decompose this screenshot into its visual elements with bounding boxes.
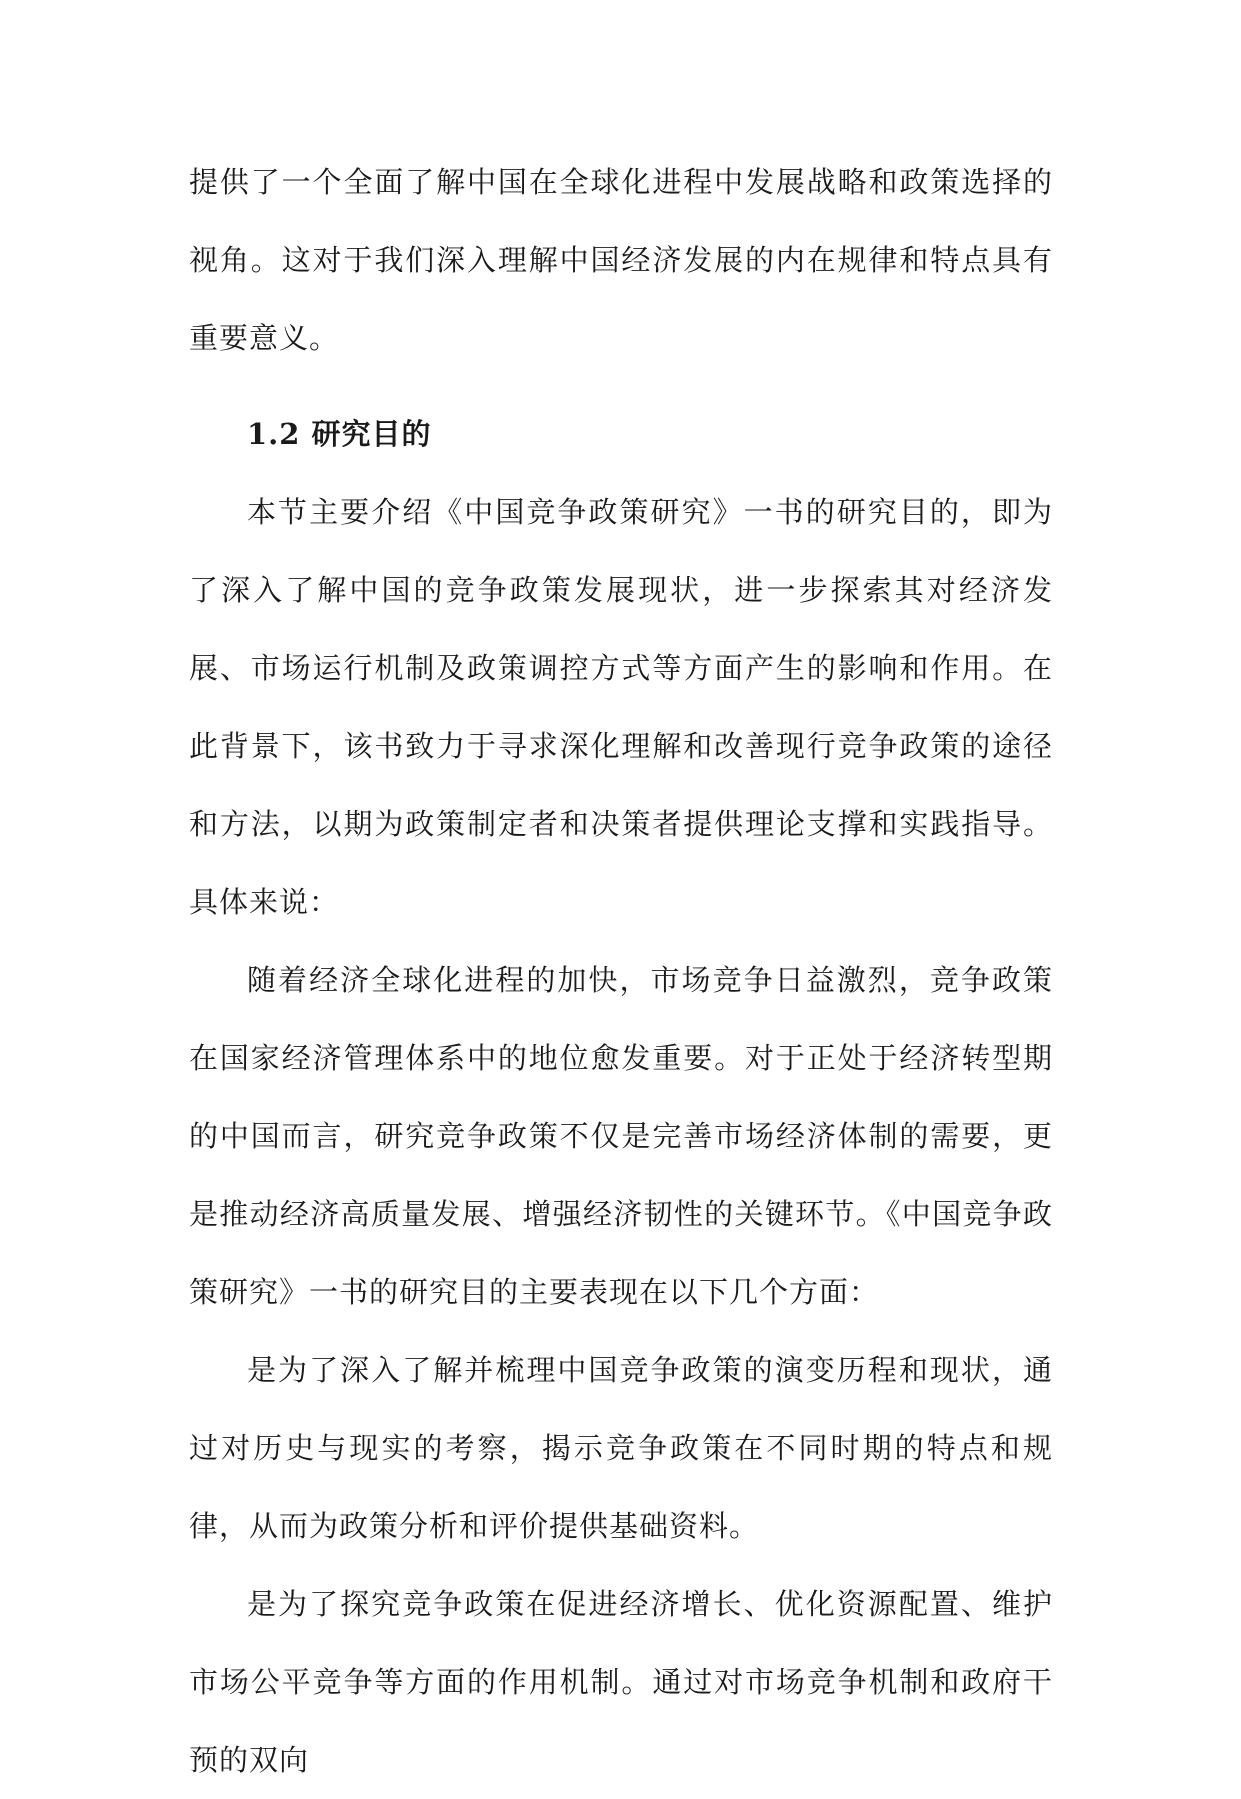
paragraph-point-two: 是为了探究竞争政策在促进经济增长、优化资源配置、维护市场公平竞争等方面的作用机制。通过对市场竞争机制和政府干预的双向 [189,1587,1053,1777]
paragraph-background: 随着经济全球化进程的加快，市场竞争日益激烈，竞争政策在国家经济管理体系中的地位愈发重要。对于正处于经济转型期的中国而言，研究竞争政策不仅是完善市场经济体制的需要，更是推动经济高质量发展、增强经济韧性的关键环节。《中国竞争政策研究》一书的研究目的主要表现在以下几个方面： [189,963,1053,1309]
document-page [189,143,1053,1799]
paragraph-intro-continuation: 提供了一个全面了解中国在全球化进程中发展战略和政策选择的视角。这对于我们深入理解中国经济发展的内在规律和特点具有重要意义。 [189,165,1053,355]
paragraph-point-one: 是为了深入了解并梳理中国竞争政策的演变历程和现状，通过对历史与现实的考察，揭示竞争政策在不同时期的特点和规律，从而为政策分析和评价提供基础资料。 [189,1353,1053,1543]
section-heading: 1.2 研究目的 [247,417,432,451]
paragraph-research-purpose: 本节主要介绍《中国竞争政策研究》一书的研究目的，即为了深入了解中国的竞争政策发展现状，进一步探索其对经济发展、市场运行机制及政策调控方式等方面产生的影响和作用。在此背景下，该书致力于寻求深化理解和改善现行竞争政策的途径和方法，以期为政策制定者和决策者提供理论支撑和实践指导。具体来说： [189,495,1053,919]
